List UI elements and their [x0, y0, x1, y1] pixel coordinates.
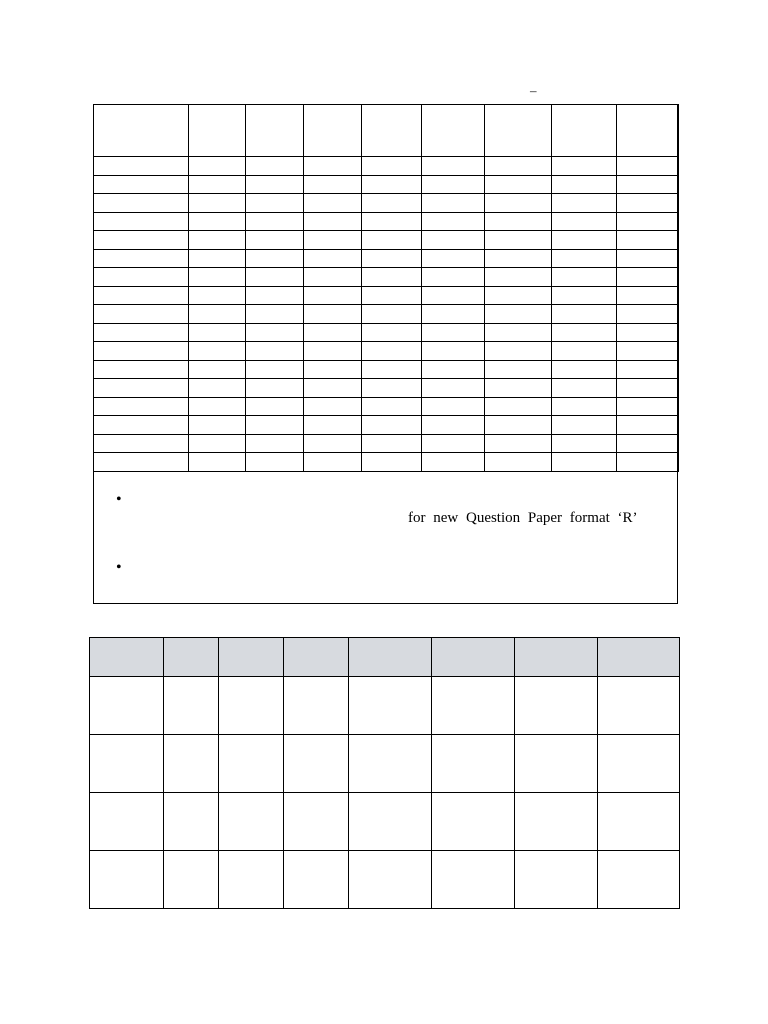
upper-table-cell	[552, 453, 617, 472]
upper-table-cell	[485, 249, 552, 268]
upper-table-cell	[552, 342, 617, 361]
upper-table-cell	[189, 416, 246, 435]
upper-table-cell	[189, 434, 246, 453]
upper-table-cell	[485, 157, 552, 176]
upper-table-cell	[189, 212, 246, 231]
upper-table-cell	[422, 231, 485, 250]
lower-table-cell	[284, 735, 349, 793]
upper-table-cell	[362, 268, 422, 287]
lower-table-cell	[284, 677, 349, 735]
upper-table-cell	[422, 286, 485, 305]
upper-table-cell	[422, 360, 485, 379]
lower-table-cell	[284, 851, 349, 909]
upper-table-cell	[246, 379, 304, 398]
upper-table-row	[94, 379, 679, 398]
upper-table-cell	[189, 323, 246, 342]
upper-table-cell	[362, 305, 422, 324]
upper-table-cell	[246, 360, 304, 379]
lower-table-row	[90, 677, 680, 735]
note-question-paper-format: for new Question Paper format ‘R’	[408, 510, 638, 526]
upper-header-cell	[422, 105, 485, 157]
upper-table-cell	[304, 379, 362, 398]
upper-table-cell	[189, 379, 246, 398]
upper-table-cell	[552, 323, 617, 342]
upper-table-cell	[485, 397, 552, 416]
upper-table-cell	[94, 305, 189, 324]
upper-table-cell	[617, 157, 679, 176]
upper-table-cell	[246, 249, 304, 268]
upper-table-cell	[94, 286, 189, 305]
lower-header-cell	[90, 638, 164, 677]
upper-table-cell	[552, 416, 617, 435]
upper-table-row	[94, 305, 679, 324]
lower-header-cell	[164, 638, 219, 677]
upper-table-cell	[304, 175, 362, 194]
upper-table-row	[94, 249, 679, 268]
lower-table-cell	[598, 735, 680, 793]
upper-table-cell	[362, 434, 422, 453]
upper-table-row	[94, 360, 679, 379]
upper-table-cell	[552, 360, 617, 379]
upper-form-table	[93, 104, 678, 604]
upper-table-cell	[552, 379, 617, 398]
upper-table-cell	[617, 379, 679, 398]
lower-table-row	[90, 793, 680, 851]
upper-table-cell	[617, 268, 679, 287]
upper-table-cell	[246, 157, 304, 176]
upper-table-row	[94, 268, 679, 287]
upper-table-cell	[189, 360, 246, 379]
upper-table-cell	[422, 249, 485, 268]
lower-table-cell	[598, 793, 680, 851]
upper-table-cell	[617, 323, 679, 342]
upper-table-cell	[189, 194, 246, 213]
upper-table-cell	[485, 323, 552, 342]
upper-table-cell	[422, 175, 485, 194]
upper-table-cell	[422, 268, 485, 287]
upper-table-cell	[246, 194, 304, 213]
upper-table-cell	[362, 342, 422, 361]
upper-table-cell	[617, 249, 679, 268]
upper-header-cell	[304, 105, 362, 157]
upper-table-cell	[422, 212, 485, 231]
lower-table-cell	[515, 677, 598, 735]
lower-header-cell	[349, 638, 432, 677]
upper-table-cell	[362, 286, 422, 305]
upper-table-cell	[552, 175, 617, 194]
upper-header-cell	[94, 105, 189, 157]
upper-table-row	[94, 175, 679, 194]
upper-table-cell	[304, 323, 362, 342]
upper-table-cell	[94, 231, 189, 250]
lower-table-cell	[90, 793, 164, 851]
upper-table-cell	[246, 305, 304, 324]
lower-header-cell	[598, 638, 680, 677]
upper-table-cell	[94, 249, 189, 268]
lower-header-cell	[284, 638, 349, 677]
upper-table-row	[94, 434, 679, 453]
upper-table-cell	[94, 434, 189, 453]
upper-table-cell	[422, 323, 485, 342]
upper-table-cell	[422, 416, 485, 435]
lower-table-cell	[432, 793, 515, 851]
upper-table-cell	[362, 157, 422, 176]
upper-header-row	[94, 105, 679, 157]
upper-table-cell	[94, 175, 189, 194]
upper-table-cell	[304, 249, 362, 268]
upper-table-row	[94, 194, 679, 213]
lower-table-cell	[349, 851, 432, 909]
upper-table-cell	[422, 453, 485, 472]
upper-table-cell	[304, 212, 362, 231]
lower-header-row	[90, 638, 680, 677]
upper-table-cell	[189, 157, 246, 176]
lower-grid	[89, 637, 680, 909]
upper-table-cell	[189, 286, 246, 305]
upper-table-cell	[362, 231, 422, 250]
lower-table-cell	[598, 851, 680, 909]
upper-table-cell	[246, 342, 304, 361]
upper-table-cell	[617, 342, 679, 361]
lower-table-cell	[90, 677, 164, 735]
lower-table-cell	[349, 677, 432, 735]
upper-table-cell	[189, 231, 246, 250]
lower-table-cell	[432, 851, 515, 909]
lower-table-cell	[219, 793, 284, 851]
upper-header-cell	[189, 105, 246, 157]
upper-table-cell	[304, 397, 362, 416]
notes-section	[94, 472, 677, 603]
upper-table-cell	[246, 416, 304, 435]
upper-table-cell	[617, 360, 679, 379]
upper-table-cell	[246, 453, 304, 472]
upper-table-cell	[617, 175, 679, 194]
lower-table-cell	[219, 851, 284, 909]
upper-table-cell	[304, 360, 362, 379]
lower-table-cell	[515, 851, 598, 909]
upper-table-cell	[362, 249, 422, 268]
upper-table-cell	[246, 231, 304, 250]
upper-table-cell	[485, 453, 552, 472]
upper-table-cell	[617, 416, 679, 435]
upper-table-cell	[552, 231, 617, 250]
note-bullet-2: •	[116, 559, 122, 576]
upper-table-cell	[362, 379, 422, 398]
upper-table-cell	[304, 434, 362, 453]
upper-table-cell	[552, 157, 617, 176]
upper-table-cell	[552, 268, 617, 287]
upper-grid	[93, 104, 679, 472]
upper-table-cell	[246, 268, 304, 287]
lower-table-cell	[164, 735, 219, 793]
upper-table-row	[94, 397, 679, 416]
lower-header-cell	[432, 638, 515, 677]
upper-table-cell	[246, 175, 304, 194]
upper-table-cell	[189, 268, 246, 287]
upper-table-cell	[189, 305, 246, 324]
upper-table-cell	[617, 194, 679, 213]
upper-table-cell	[246, 397, 304, 416]
lower-form-table	[89, 637, 680, 909]
upper-table-row	[94, 323, 679, 342]
upper-table-cell	[246, 434, 304, 453]
upper-table-cell	[617, 453, 679, 472]
upper-table-row	[94, 286, 679, 305]
upper-table-cell	[362, 323, 422, 342]
upper-table-cell	[94, 194, 189, 213]
upper-table-cell	[94, 379, 189, 398]
lower-table-row	[90, 735, 680, 793]
upper-table-cell	[552, 397, 617, 416]
lower-table-cell	[164, 677, 219, 735]
upper-table-row	[94, 231, 679, 250]
upper-table-cell	[304, 416, 362, 435]
upper-table-cell	[552, 194, 617, 213]
upper-table-cell	[422, 397, 485, 416]
lower-table-cell	[219, 735, 284, 793]
lower-table-cell	[219, 677, 284, 735]
upper-table-cell	[617, 212, 679, 231]
upper-table-cell	[94, 323, 189, 342]
upper-table-cell	[422, 305, 485, 324]
upper-header-cell	[617, 105, 679, 157]
upper-table-cell	[422, 194, 485, 213]
upper-table-cell	[422, 379, 485, 398]
upper-table-cell	[362, 175, 422, 194]
upper-header-cell	[552, 105, 617, 157]
lower-table-cell	[90, 735, 164, 793]
lower-table-cell	[432, 677, 515, 735]
upper-table-cell	[552, 286, 617, 305]
lower-table-cell	[349, 793, 432, 851]
upper-table-cell	[189, 342, 246, 361]
upper-table-cell	[189, 453, 246, 472]
header-dash-mark: –	[530, 83, 537, 98]
upper-table-cell	[94, 416, 189, 435]
upper-table-cell	[304, 231, 362, 250]
upper-table-cell	[246, 212, 304, 231]
upper-table-cell	[94, 157, 189, 176]
upper-table-cell	[485, 286, 552, 305]
upper-table-cell	[246, 323, 304, 342]
upper-table-cell	[485, 379, 552, 398]
upper-table-cell	[485, 360, 552, 379]
lower-table-row	[90, 851, 680, 909]
upper-table-row	[94, 453, 679, 472]
lower-header-cell	[219, 638, 284, 677]
upper-table-row	[94, 416, 679, 435]
upper-table-cell	[362, 360, 422, 379]
upper-table-cell	[362, 194, 422, 213]
upper-header-cell	[362, 105, 422, 157]
lower-table-cell	[164, 793, 219, 851]
lower-table-cell	[515, 793, 598, 851]
upper-table-cell	[552, 305, 617, 324]
upper-table-cell	[617, 397, 679, 416]
upper-table-cell	[485, 194, 552, 213]
upper-table-cell	[617, 305, 679, 324]
upper-table-cell	[362, 416, 422, 435]
lower-table-cell	[164, 851, 219, 909]
upper-table-cell	[485, 231, 552, 250]
upper-table-cell	[304, 286, 362, 305]
upper-table-cell	[304, 194, 362, 213]
lower-header-cell	[515, 638, 598, 677]
upper-table-cell	[485, 416, 552, 435]
upper-table-cell	[94, 453, 189, 472]
upper-table-cell	[485, 268, 552, 287]
upper-table-cell	[617, 231, 679, 250]
upper-header-cell	[485, 105, 552, 157]
upper-table-cell	[304, 342, 362, 361]
upper-table-cell	[422, 434, 485, 453]
lower-table-cell	[284, 793, 349, 851]
upper-table-cell	[304, 305, 362, 324]
upper-table-cell	[617, 286, 679, 305]
upper-table-row	[94, 212, 679, 231]
note-bullet-1: •	[116, 491, 122, 508]
lower-table-cell	[515, 735, 598, 793]
lower-table-cell	[598, 677, 680, 735]
upper-table-cell	[189, 397, 246, 416]
upper-table-cell	[189, 175, 246, 194]
upper-table-cell	[246, 286, 304, 305]
upper-table-cell	[362, 212, 422, 231]
upper-table-cell	[485, 305, 552, 324]
upper-table-cell	[94, 397, 189, 416]
lower-table-cell	[90, 851, 164, 909]
lower-table-cell	[349, 735, 432, 793]
upper-table-cell	[485, 434, 552, 453]
upper-table-cell	[422, 342, 485, 361]
upper-table-cell	[552, 434, 617, 453]
upper-table-cell	[94, 360, 189, 379]
upper-header-cell	[246, 105, 304, 157]
upper-table-cell	[304, 157, 362, 176]
upper-table-cell	[552, 249, 617, 268]
upper-table-cell	[552, 212, 617, 231]
upper-table-cell	[362, 453, 422, 472]
upper-table-cell	[94, 268, 189, 287]
lower-table-cell	[432, 735, 515, 793]
upper-table-cell	[94, 212, 189, 231]
upper-table-cell	[304, 453, 362, 472]
upper-table-cell	[422, 157, 485, 176]
upper-table-row	[94, 157, 679, 176]
upper-table-cell	[362, 397, 422, 416]
upper-table-cell	[304, 268, 362, 287]
upper-table-cell	[189, 249, 246, 268]
upper-table-cell	[485, 342, 552, 361]
upper-table-row	[94, 342, 679, 361]
upper-table-cell	[617, 434, 679, 453]
upper-table-cell	[485, 175, 552, 194]
upper-table-cell	[485, 212, 552, 231]
upper-table-cell	[94, 342, 189, 361]
